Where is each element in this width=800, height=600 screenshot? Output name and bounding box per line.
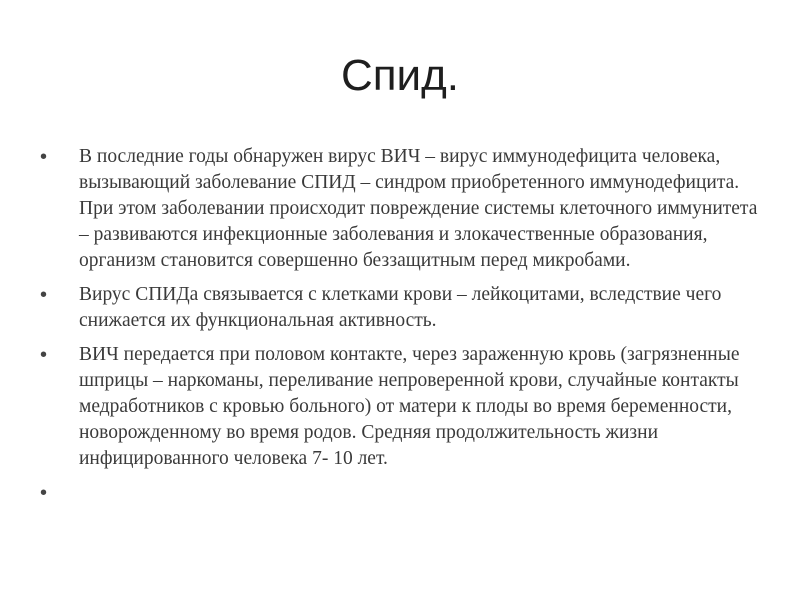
bullet-text: В последние годы обнаружен вирус ВИЧ – вирус иммунодефицита человека, вызывающий заболевание СПИД – синдром приобретенного иммунодефицита. При этом заболевании происходит повреждение системы клеточного иммунитета – развиваются инфекционные заболевания и злокачественные образования, организм становится совершенно беззащитным перед микробами. — [79, 146, 758, 271]
bullet-item — [40, 282, 760, 334]
bullet-text: Вирус СПИДа связывается с клетками крови – лейкоцитами, вследствие чего снижается их функциональная активность. — [79, 284, 722, 331]
bullet-item — [40, 342, 760, 472]
bullet-marker: • — [40, 284, 48, 306]
bullet-marker: • — [40, 482, 48, 504]
bullet-item-empty — [40, 480, 760, 506]
slide-title: Спид. — [340, 51, 460, 100]
bullet-marker: • — [40, 146, 48, 168]
bullet-text: ВИЧ передается при половом контакте, через зараженную кровь (загрязненные шприцы – наркоманы, переливание непроверенной крови, случайные контакты медработников с кровью больного) от матери к плоды во время беременности, новорожденному во время родов. Средняя продолжительность жизни инфицированного человека 7- 10 лет. — [79, 344, 740, 469]
bullet-item — [40, 144, 760, 274]
bullet-marker: • — [40, 344, 48, 366]
bullet-list — [40, 144, 760, 514]
